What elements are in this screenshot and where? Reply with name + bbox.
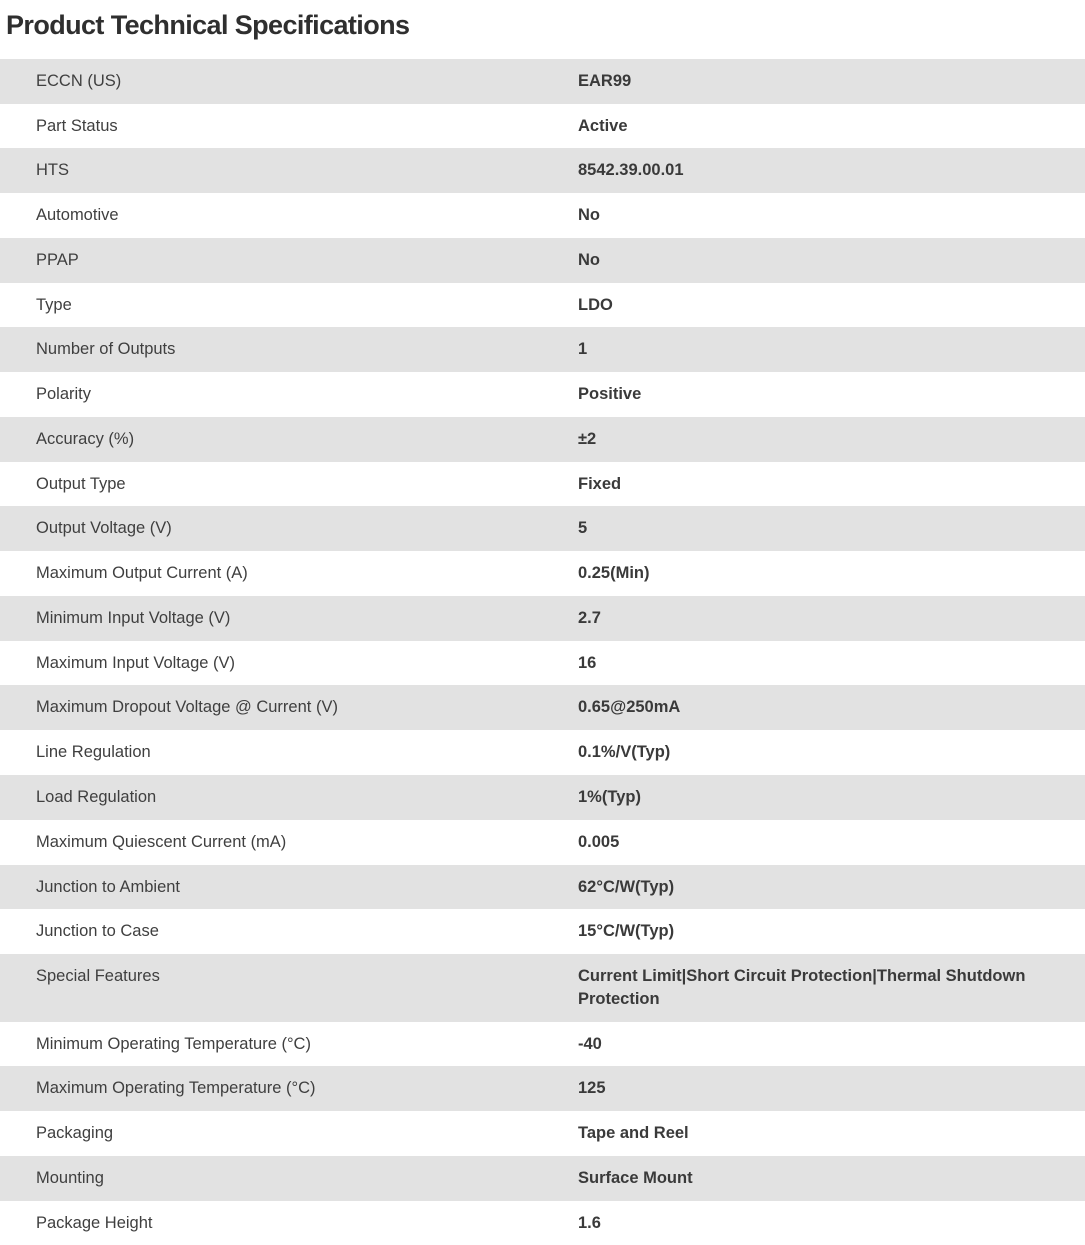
spec-value: Current Limit|Short Circuit Protection|Thermal Shutdown Protection: [578, 967, 1026, 1008]
spec-label: Output Voltage (V): [36, 519, 172, 538]
spec-value: -40: [578, 1034, 602, 1053]
table-row: [0, 551, 1085, 596]
spec-value: Tape and Reel: [578, 1124, 689, 1143]
table-row: [0, 193, 1085, 238]
spec-label: ECCN (US): [36, 71, 122, 90]
spec-label: Package Height: [36, 1213, 153, 1232]
spec-label: Load Regulation: [36, 788, 157, 806]
spec-value: 0.1%/V(Typ): [578, 743, 671, 762]
spec-value: Active: [578, 116, 628, 135]
spec-label: PPAP: [36, 250, 79, 269]
table-row: [0, 372, 1085, 417]
spec-value: Positive: [578, 385, 642, 404]
specifications-table-body: [0, 59, 1085, 1245]
table-row: [0, 506, 1085, 551]
spec-label: Mounting: [36, 1168, 104, 1187]
table-row: [0, 954, 1085, 1022]
spec-value: 15°C/W(Typ): [578, 922, 675, 941]
specifications-table: [0, 59, 1085, 1245]
table-row: [0, 104, 1085, 149]
spec-value: 8542.39.00.01: [578, 161, 684, 180]
table-row: [0, 1022, 1085, 1067]
spec-label: Number of Outputs: [36, 340, 176, 359]
spec-label: Special Features: [36, 967, 160, 986]
table-row: [0, 909, 1085, 954]
spec-label: Polarity: [36, 385, 92, 404]
table-row: [0, 820, 1085, 865]
table-row: [0, 1111, 1085, 1156]
spec-label: Line Regulation: [36, 743, 151, 762]
table-row: [0, 59, 1085, 104]
spec-value: 62°C/W(Typ): [578, 877, 675, 896]
spec-label: Maximum Input Voltage (V): [36, 653, 235, 672]
table-row: [0, 641, 1085, 686]
spec-value: Surface Mount: [578, 1168, 693, 1187]
spec-value: 1: [578, 340, 588, 359]
table-row: [0, 238, 1085, 283]
spec-label: Maximum Output Current (A): [36, 564, 248, 583]
spec-value: EAR99: [578, 71, 632, 90]
page-title: Product Technical Specifications: [6, 10, 410, 40]
table-row: [0, 1066, 1085, 1111]
spec-value: Fixed: [578, 474, 622, 493]
spec-value: 0.005: [578, 832, 620, 851]
table-row: [0, 417, 1085, 462]
table-row: [0, 327, 1085, 372]
table-row: [0, 596, 1085, 641]
spec-value: 1%(Typ): [578, 788, 641, 806]
spec-value: No: [578, 250, 600, 269]
spec-value: 5: [578, 519, 588, 538]
spec-value: LDO: [578, 295, 613, 314]
spec-label: Maximum Dropout Voltage @ Current (V): [36, 698, 338, 717]
spec-value: No: [578, 206, 600, 225]
spec-label: Junction to Case: [36, 922, 159, 941]
spec-label: Maximum Quiescent Current (mA): [36, 832, 287, 851]
spec-label: Minimum Operating Temperature (°C): [36, 1034, 311, 1053]
table-row: [0, 1156, 1085, 1201]
spec-label: Junction to Ambient: [36, 877, 181, 896]
spec-label: Packaging: [36, 1124, 114, 1143]
spec-label: Maximum Operating Temperature (°C): [36, 1079, 316, 1098]
table-row: [0, 1201, 1085, 1245]
spec-value: 1.6: [578, 1213, 601, 1232]
spec-value: 0.65@250mA: [578, 698, 681, 717]
spec-label: Part Status: [36, 116, 118, 135]
spec-value: 16: [578, 653, 597, 672]
spec-label: Type: [36, 295, 72, 314]
spec-label: Output Type: [36, 474, 126, 493]
spec-label: Minimum Input Voltage (V): [36, 608, 231, 627]
spec-label: Automotive: [36, 206, 119, 225]
table-row: [0, 775, 1085, 820]
spec-label: Accuracy (%): [36, 429, 135, 448]
table-row: [0, 730, 1085, 775]
spec-value: 2.7: [578, 608, 601, 627]
table-row: [0, 865, 1085, 910]
spec-value: 125: [578, 1079, 606, 1098]
spec-label: HTS: [36, 161, 69, 180]
table-row: [0, 462, 1085, 507]
spec-value: ±2: [578, 429, 597, 448]
table-row: [0, 685, 1085, 730]
table-row: [0, 283, 1085, 328]
table-row: [0, 148, 1085, 193]
spec-value: 0.25(Min): [578, 564, 650, 583]
